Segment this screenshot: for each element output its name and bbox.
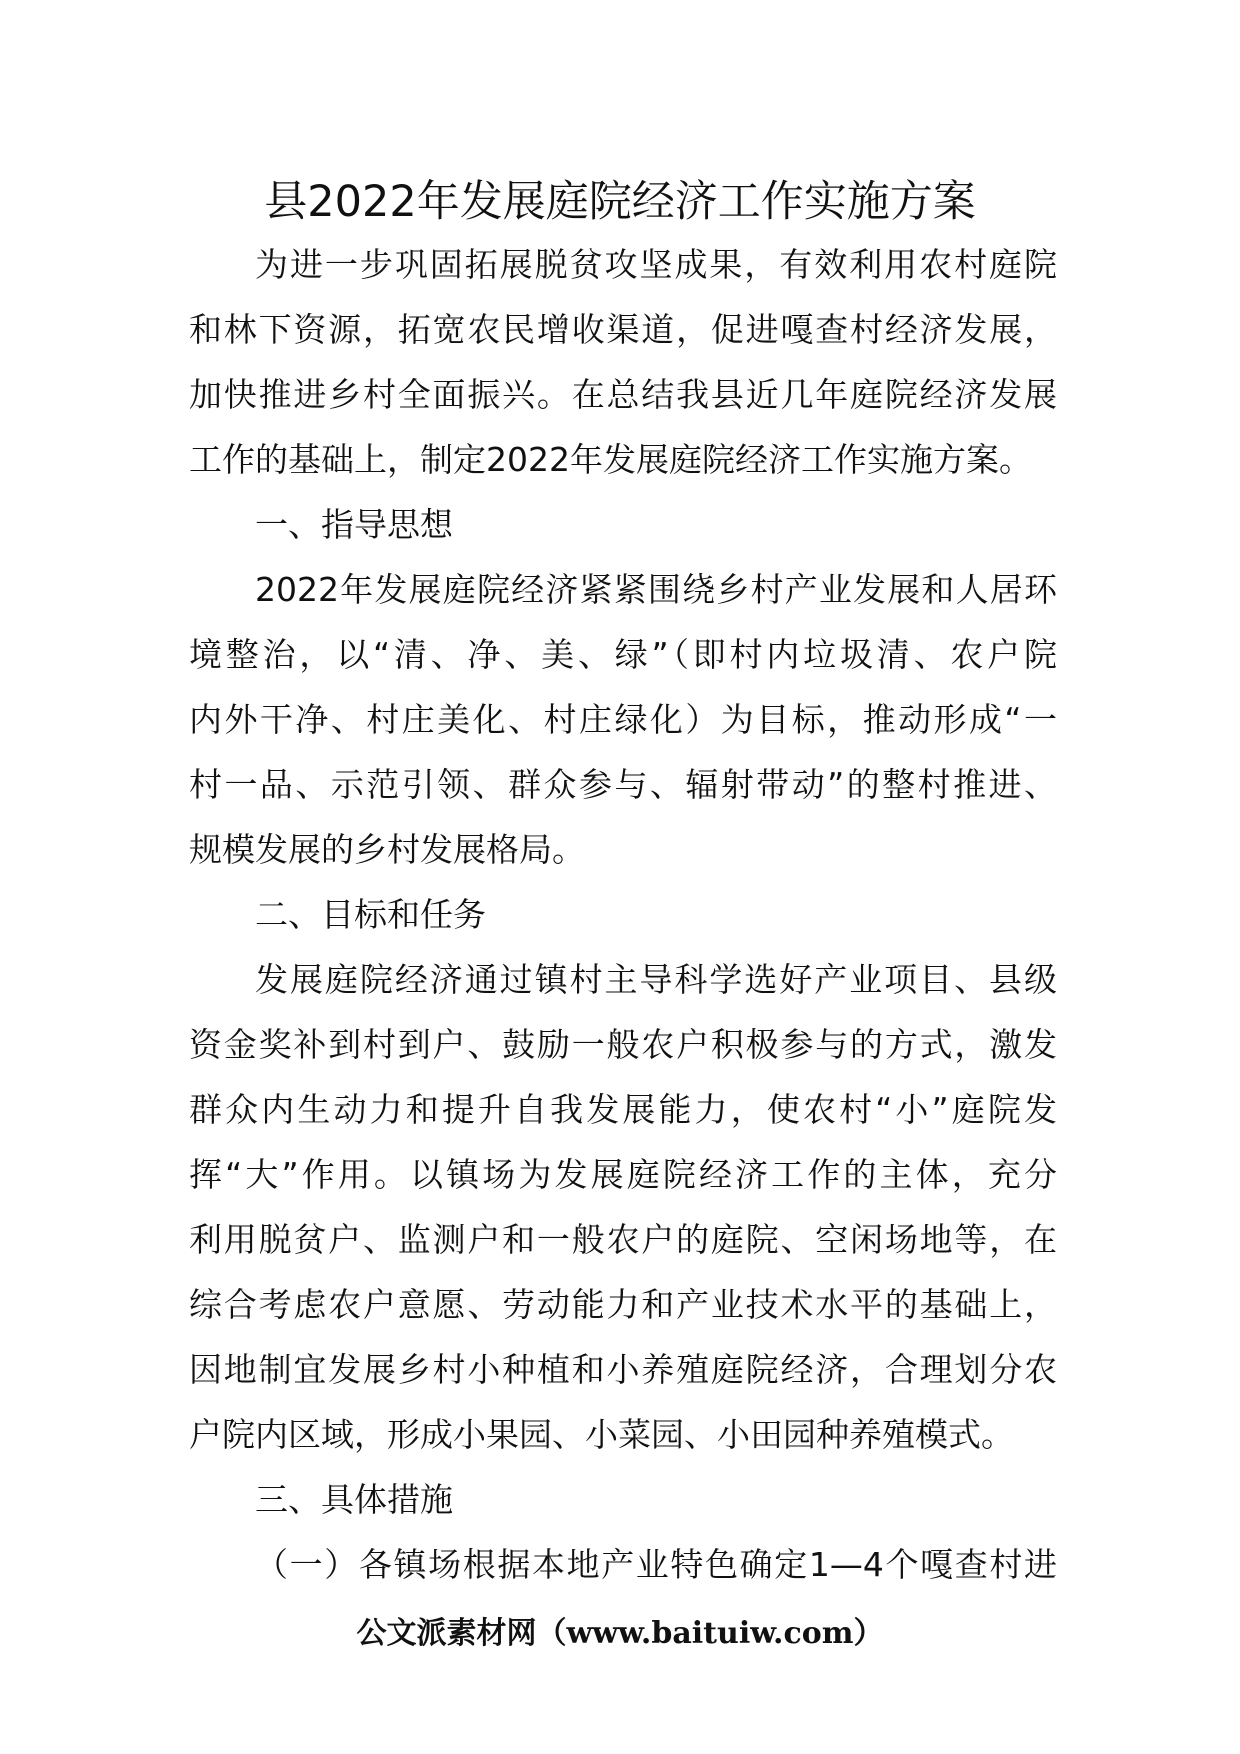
text-line: 和林下资源，拓宽农民增收渠道，促进嘎查村经济发展， [189, 310, 1057, 349]
text-line: （一）各镇场根据本地产业特色确定1—4个嘎查村进 [255, 1545, 1057, 1584]
text-line: 户院内区域，形成小果园、小菜园、小田园种养殖模式。 [189, 1415, 1014, 1454]
text-line: 利用脱贫户、监测户和一般农户的庭院、空闲场地等，在 [189, 1220, 1057, 1259]
text-line: 一、指导思想 [255, 505, 453, 544]
text-line: 内外干净、村庄美化、村庄绿化）为目标，推动形成“一 [189, 700, 1057, 739]
text-line: 工作的基础上，制定2022年发展庭院经济工作实施方案。 [189, 440, 1032, 479]
document-title: 县2022年发展庭院经济工作实施方案 [264, 177, 976, 227]
text-line: 规模发展的乡村发展格局。 [189, 830, 585, 869]
text-line: 综合考虑农户意愿、劳动能力和产业技术水平的基础上， [189, 1285, 1057, 1324]
document-body [189, 232, 1057, 1597]
source-footer: 公文派素材网（www.baituiw.com） [356, 1616, 884, 1651]
text-line: 发展庭院经济通过镇村主导科学选好产业项目、县级 [255, 960, 1057, 999]
text-line: 二、目标和任务 [255, 895, 486, 934]
text-line: 境整治，以“清、净、美、绿”（即村内垃圾清、农户院 [189, 635, 1057, 674]
text-line: 村一品、示范引领、群众参与、辐射带动”的整村推进、 [189, 765, 1057, 804]
text-line: 因地制宜发展乡村小种植和小养殖庭院经济，合理划分农 [189, 1350, 1057, 1389]
text-line: 群众内生动力和提升自我发展能力，使农村“小”庭院发 [189, 1090, 1057, 1129]
text-line: 为进一步巩固拓展脱贫攻坚成果，有效利用农村庭院 [255, 245, 1057, 284]
text-line: 2022年发展庭院经济紧紧围绕乡村产业发展和人居环 [255, 570, 1057, 609]
text-line: 三、具体措施 [255, 1480, 453, 1519]
text-line: 资金奖补到村到户、鼓励一般农户积极参与的方式，激发 [189, 1025, 1057, 1064]
text-line: 加快推进乡村全面振兴。在总结我县近几年庭院经济发展 [189, 375, 1057, 414]
text-line: 挥“大”作用。以镇场为发展庭院经济工作的主体，充分 [189, 1155, 1057, 1194]
